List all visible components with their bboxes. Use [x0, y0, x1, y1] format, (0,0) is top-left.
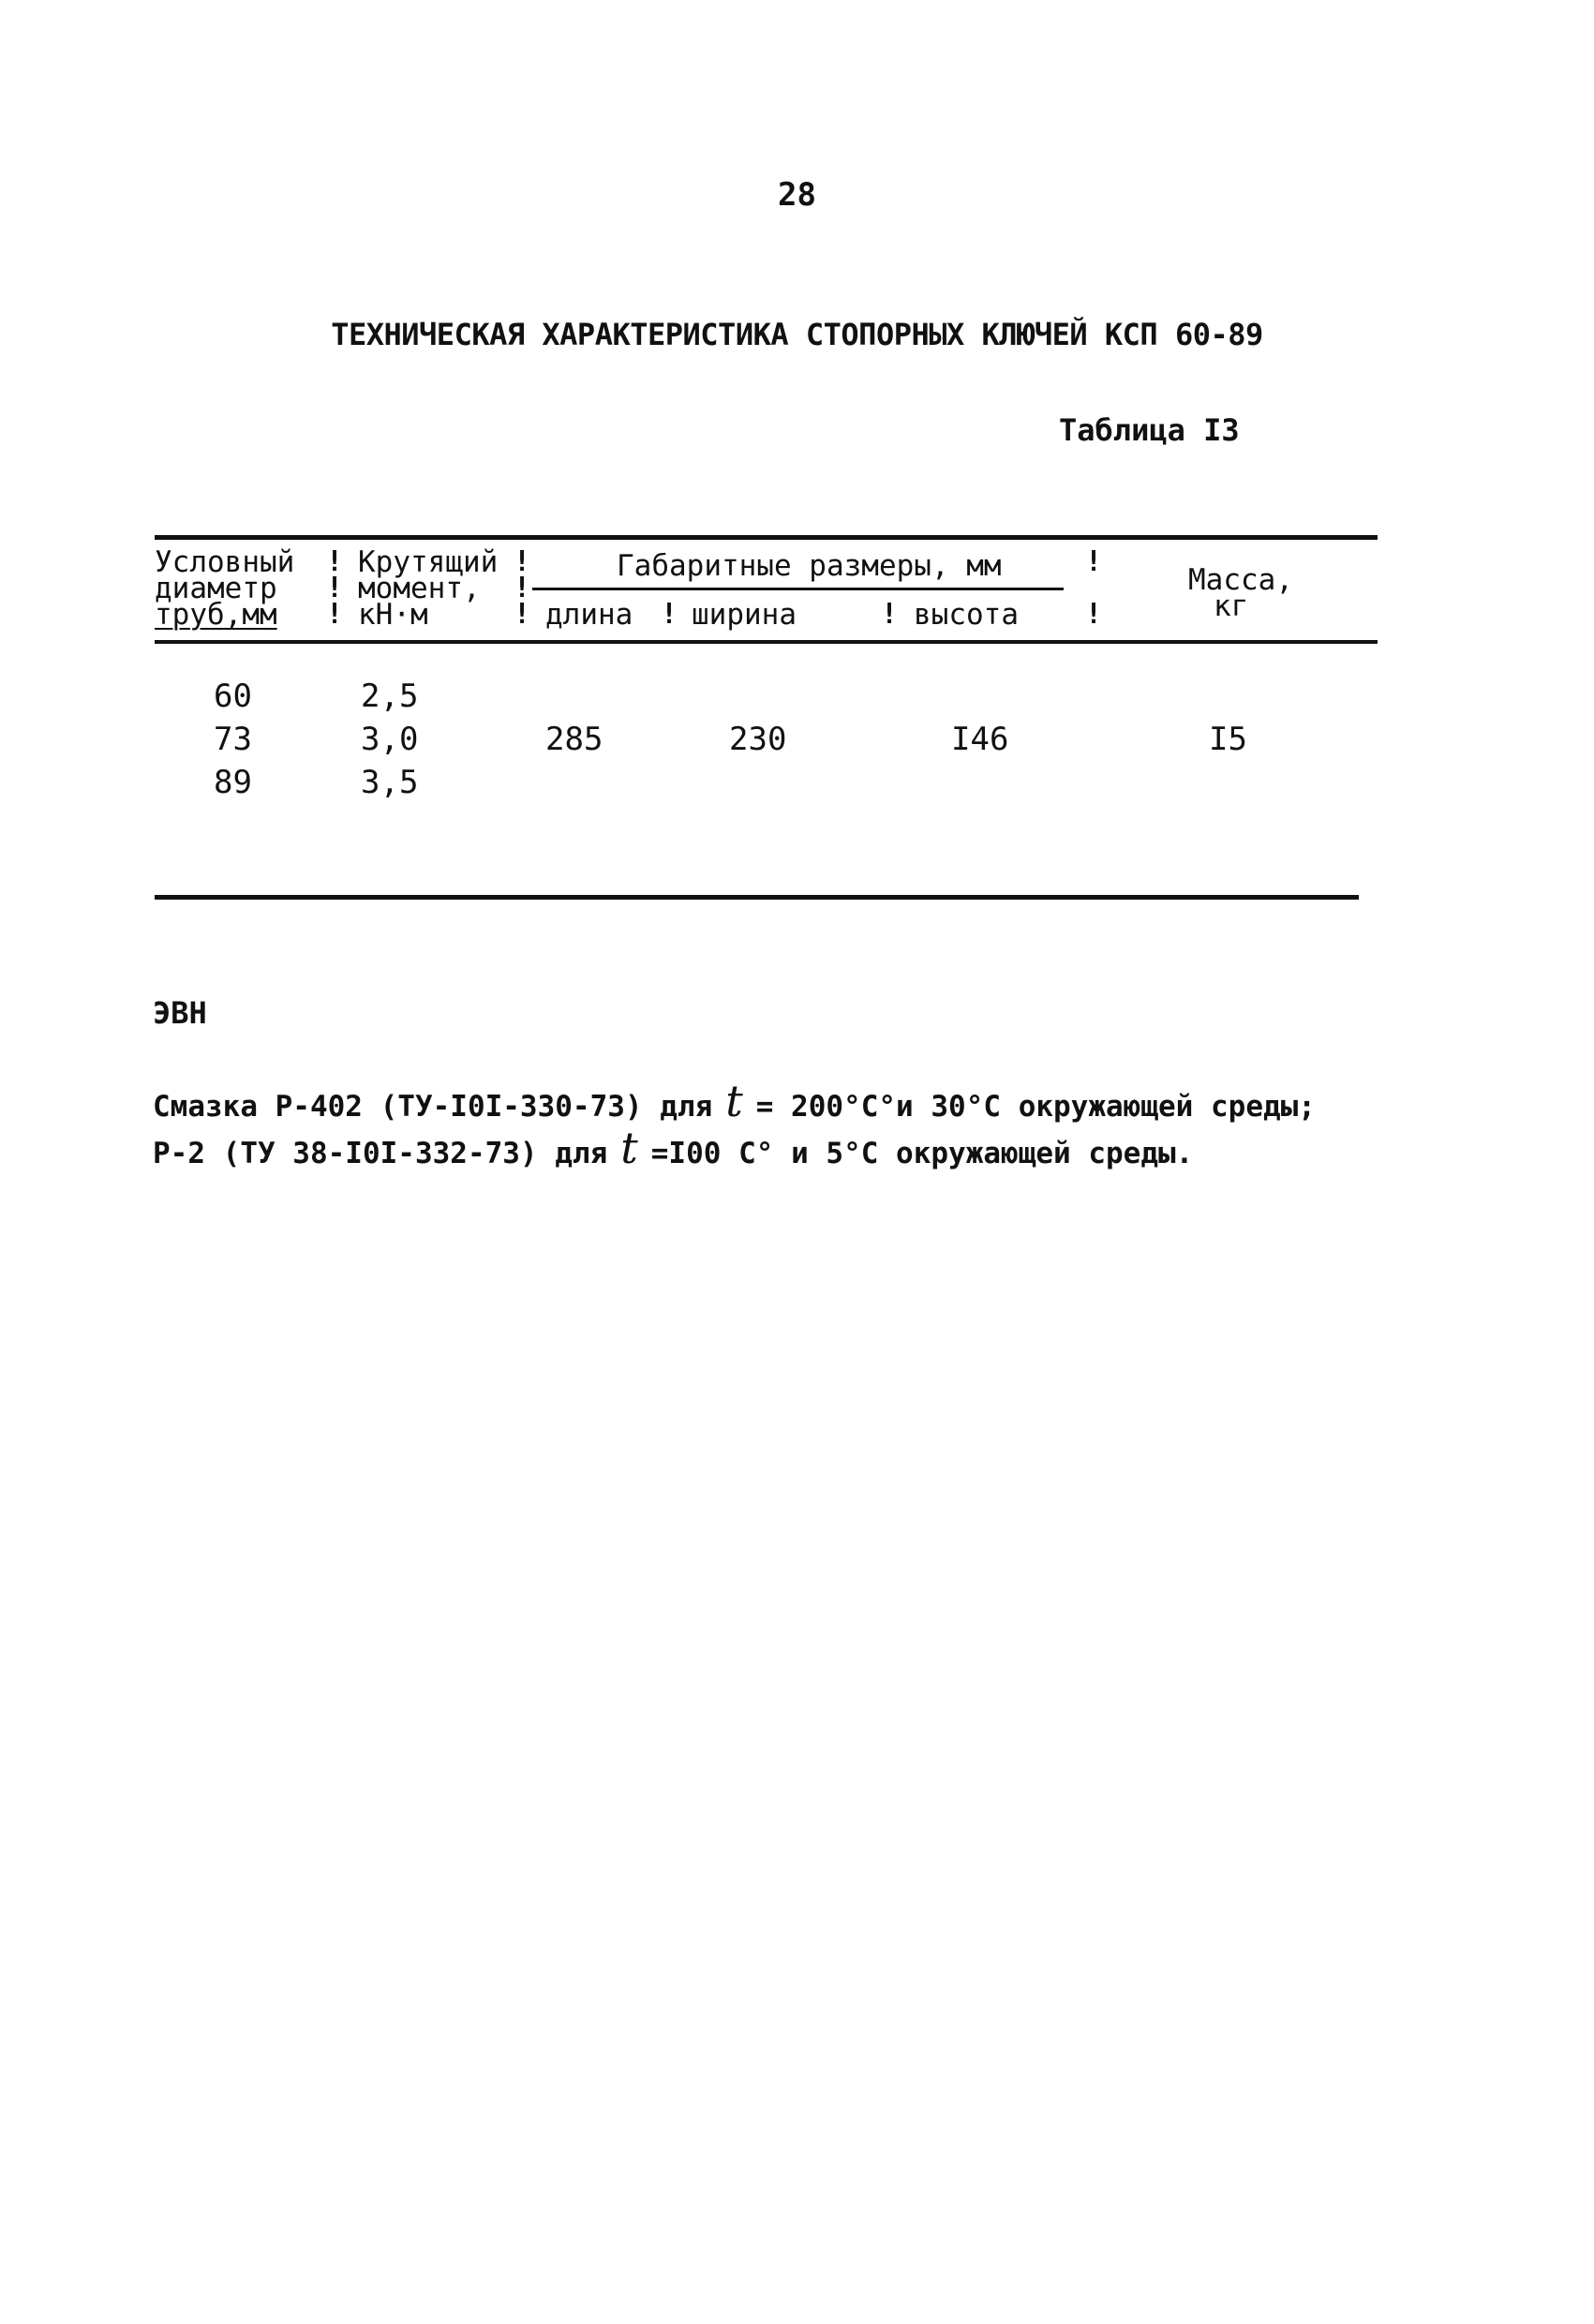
- note-text: = 200°С°и 30°С окружающей среды;: [755, 1090, 1316, 1124]
- table-bottom-rule: [155, 895, 1359, 900]
- header-separator: ! ! !: [514, 545, 531, 631]
- header-length: длина: [545, 598, 633, 632]
- cell-diameter: 89: [214, 764, 252, 801]
- cell-torque: 3,0: [361, 721, 419, 758]
- cell-mass: I5: [1209, 721, 1247, 758]
- header-torque-line1: Крутящий: [358, 545, 499, 579]
- note-text: Р-2 (ТУ 38-I0I-332-73) для: [153, 1137, 608, 1170]
- cell-diameter: 73: [214, 721, 252, 758]
- cell-width: 230: [729, 721, 787, 758]
- note-text: Смазка Р-402 (ТУ-I0I-330-73) для: [153, 1090, 713, 1124]
- header-separator: !: [661, 598, 678, 631]
- header-width: ширина: [692, 598, 797, 632]
- header-torque-line3: кН·м: [358, 598, 428, 632]
- note-lubricant-line1: [153, 1076, 1316, 1126]
- temperature-symbol: t: [620, 1123, 638, 1173]
- table-top-rule: [155, 535, 1378, 540]
- page-title: ТЕХНИЧЕСКАЯ ХАРАКТЕРИСТИКА СТОПОРНЫХ КЛЮЧЕЙ КСП 60-89: [331, 317, 1263, 352]
- header-diameter-line3: труб,мм: [155, 598, 277, 632]
- table-header-rule: [155, 640, 1378, 644]
- cell-torque: 2,5: [361, 678, 419, 715]
- header-mass-line2: кг: [1214, 589, 1249, 623]
- note-lubricant-line2: [153, 1123, 1193, 1173]
- header-dimensions-group: Габаритные размеры, мм: [617, 549, 1002, 583]
- table-label: Таблица I3: [1059, 412, 1240, 448]
- cell-length: 285: [545, 721, 603, 758]
- header-group-rule: [532, 588, 1064, 590]
- page-number: 28: [778, 176, 816, 214]
- header-torque-line2: момент,: [358, 572, 481, 605]
- header-diameter-line1: Условный: [155, 545, 295, 579]
- header-separator: !: [881, 598, 899, 631]
- temperature-symbol: t: [725, 1076, 743, 1126]
- note-label: ЭВН: [153, 995, 207, 1031]
- header-separator: ! ! !: [326, 545, 344, 631]
- cell-diameter: 60: [214, 678, 252, 715]
- header-mass-line1: Масса,: [1188, 563, 1293, 597]
- cell-torque: 3,5: [361, 764, 419, 801]
- cell-height: I46: [951, 721, 1009, 758]
- header-height: высота: [914, 598, 1019, 632]
- note-text: =I00 С° и 5°С окружающей среды.: [650, 1137, 1194, 1170]
- header-separator: ! !: [1085, 545, 1103, 631]
- header-diameter-line2: диаметр: [155, 572, 277, 605]
